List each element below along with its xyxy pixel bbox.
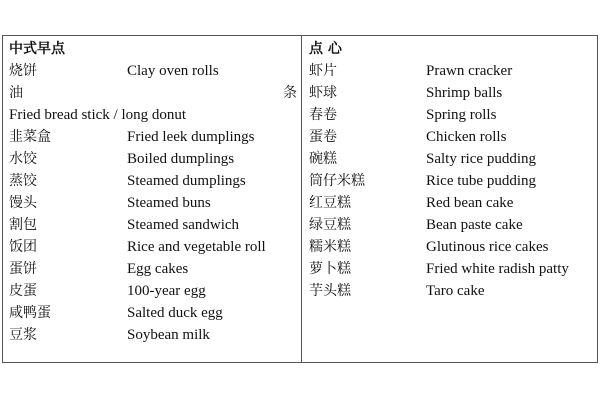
list-item <box>309 104 594 126</box>
list-item <box>309 82 594 104</box>
breakfast-column <box>9 38 297 346</box>
list-item <box>9 148 297 170</box>
list-item <box>9 60 297 82</box>
item-chinese: 筒仔米糕 <box>309 173 365 189</box>
item-english: Steamed buns <box>127 195 211 211</box>
list-item <box>309 126 594 148</box>
list-item <box>9 126 297 148</box>
list-item <box>9 236 297 258</box>
list-item <box>309 192 594 214</box>
item-english: Chicken rolls <box>426 129 507 145</box>
list-item <box>9 324 297 346</box>
list-item <box>9 302 297 324</box>
list-item <box>9 280 297 302</box>
item-english: Fried bread stick / long donut <box>9 107 187 123</box>
item-english: 100-year egg <box>127 283 206 299</box>
item-chinese: 咸鸭蛋 <box>9 305 51 321</box>
item-english: Steamed dumplings <box>127 173 246 189</box>
item-english: Steamed sandwich <box>127 217 240 233</box>
list-item <box>9 258 297 280</box>
list-item <box>309 148 594 170</box>
item-chinese-end: 条 <box>283 85 297 101</box>
item-chinese: 绿豆糕 <box>309 217 351 233</box>
item-chinese: 饭团 <box>9 239 37 255</box>
item-chinese: 碗糕 <box>309 151 337 167</box>
item-english: Salted duck egg <box>127 305 223 321</box>
item-chinese: 水饺 <box>9 151 37 167</box>
list-item <box>309 258 594 280</box>
item-english: Boiled dumplings <box>127 151 235 167</box>
item-english: Fried white radish patty <box>426 261 569 277</box>
list-item <box>9 82 297 104</box>
dim-sum-header: 点 心 <box>309 41 342 57</box>
item-english: Salty rice pudding <box>426 151 536 167</box>
item-chinese: 豆浆 <box>9 327 37 343</box>
item-english: Shrimp balls <box>426 85 503 101</box>
item-english: Red bean cake <box>426 195 514 211</box>
list-item <box>309 236 594 258</box>
item-chinese: 虾片 <box>309 63 337 79</box>
item-chinese: 蛋饼 <box>9 261 37 277</box>
item-chinese: 蒸饺 <box>9 173 37 189</box>
item-english: Fried leek dumplings <box>127 129 255 145</box>
item-chinese: 烧饼 <box>9 63 37 79</box>
item-english: Soybean milk <box>127 327 210 343</box>
item-chinese: 韭菜盒 <box>9 129 51 145</box>
dim-sum-column <box>309 38 594 302</box>
item-english: Egg cakes <box>127 261 189 277</box>
menu-table <box>2 35 598 363</box>
item-chinese: 糯米糕 <box>309 239 351 255</box>
item-english: Spring rolls <box>426 107 497 123</box>
list-item <box>309 60 594 82</box>
list-item <box>309 170 594 192</box>
list-item <box>309 214 594 236</box>
item-chinese: 蛋卷 <box>309 129 337 145</box>
breakfast-header: 中式早点 <box>9 41 65 57</box>
list-item <box>9 192 297 214</box>
item-chinese: 割包 <box>9 217 37 233</box>
item-chinese: 萝卜糕 <box>309 261 351 277</box>
item-chinese: 红豆糕 <box>309 195 351 211</box>
item-english: Glutinous rice cakes <box>426 239 549 255</box>
item-chinese: 芋头糕 <box>309 283 351 299</box>
item-english: Bean paste cake <box>426 217 523 233</box>
list-item <box>9 170 297 192</box>
item-chinese: 春卷 <box>309 107 337 123</box>
item-chinese: 馒头 <box>9 195 37 211</box>
item-chinese: 油 <box>9 85 23 101</box>
list-item <box>9 214 297 236</box>
list-item <box>9 104 297 126</box>
list-item <box>309 280 594 302</box>
item-english: Taro cake <box>426 283 485 299</box>
item-english: Prawn cracker <box>426 63 513 79</box>
item-chinese: 虾球 <box>309 85 337 101</box>
item-english: Clay oven rolls <box>127 63 219 79</box>
column-divider <box>301 36 302 362</box>
item-english: Rice tube pudding <box>426 173 536 189</box>
item-chinese: 皮蛋 <box>9 283 37 299</box>
item-english: Rice and vegetable roll <box>127 239 266 255</box>
